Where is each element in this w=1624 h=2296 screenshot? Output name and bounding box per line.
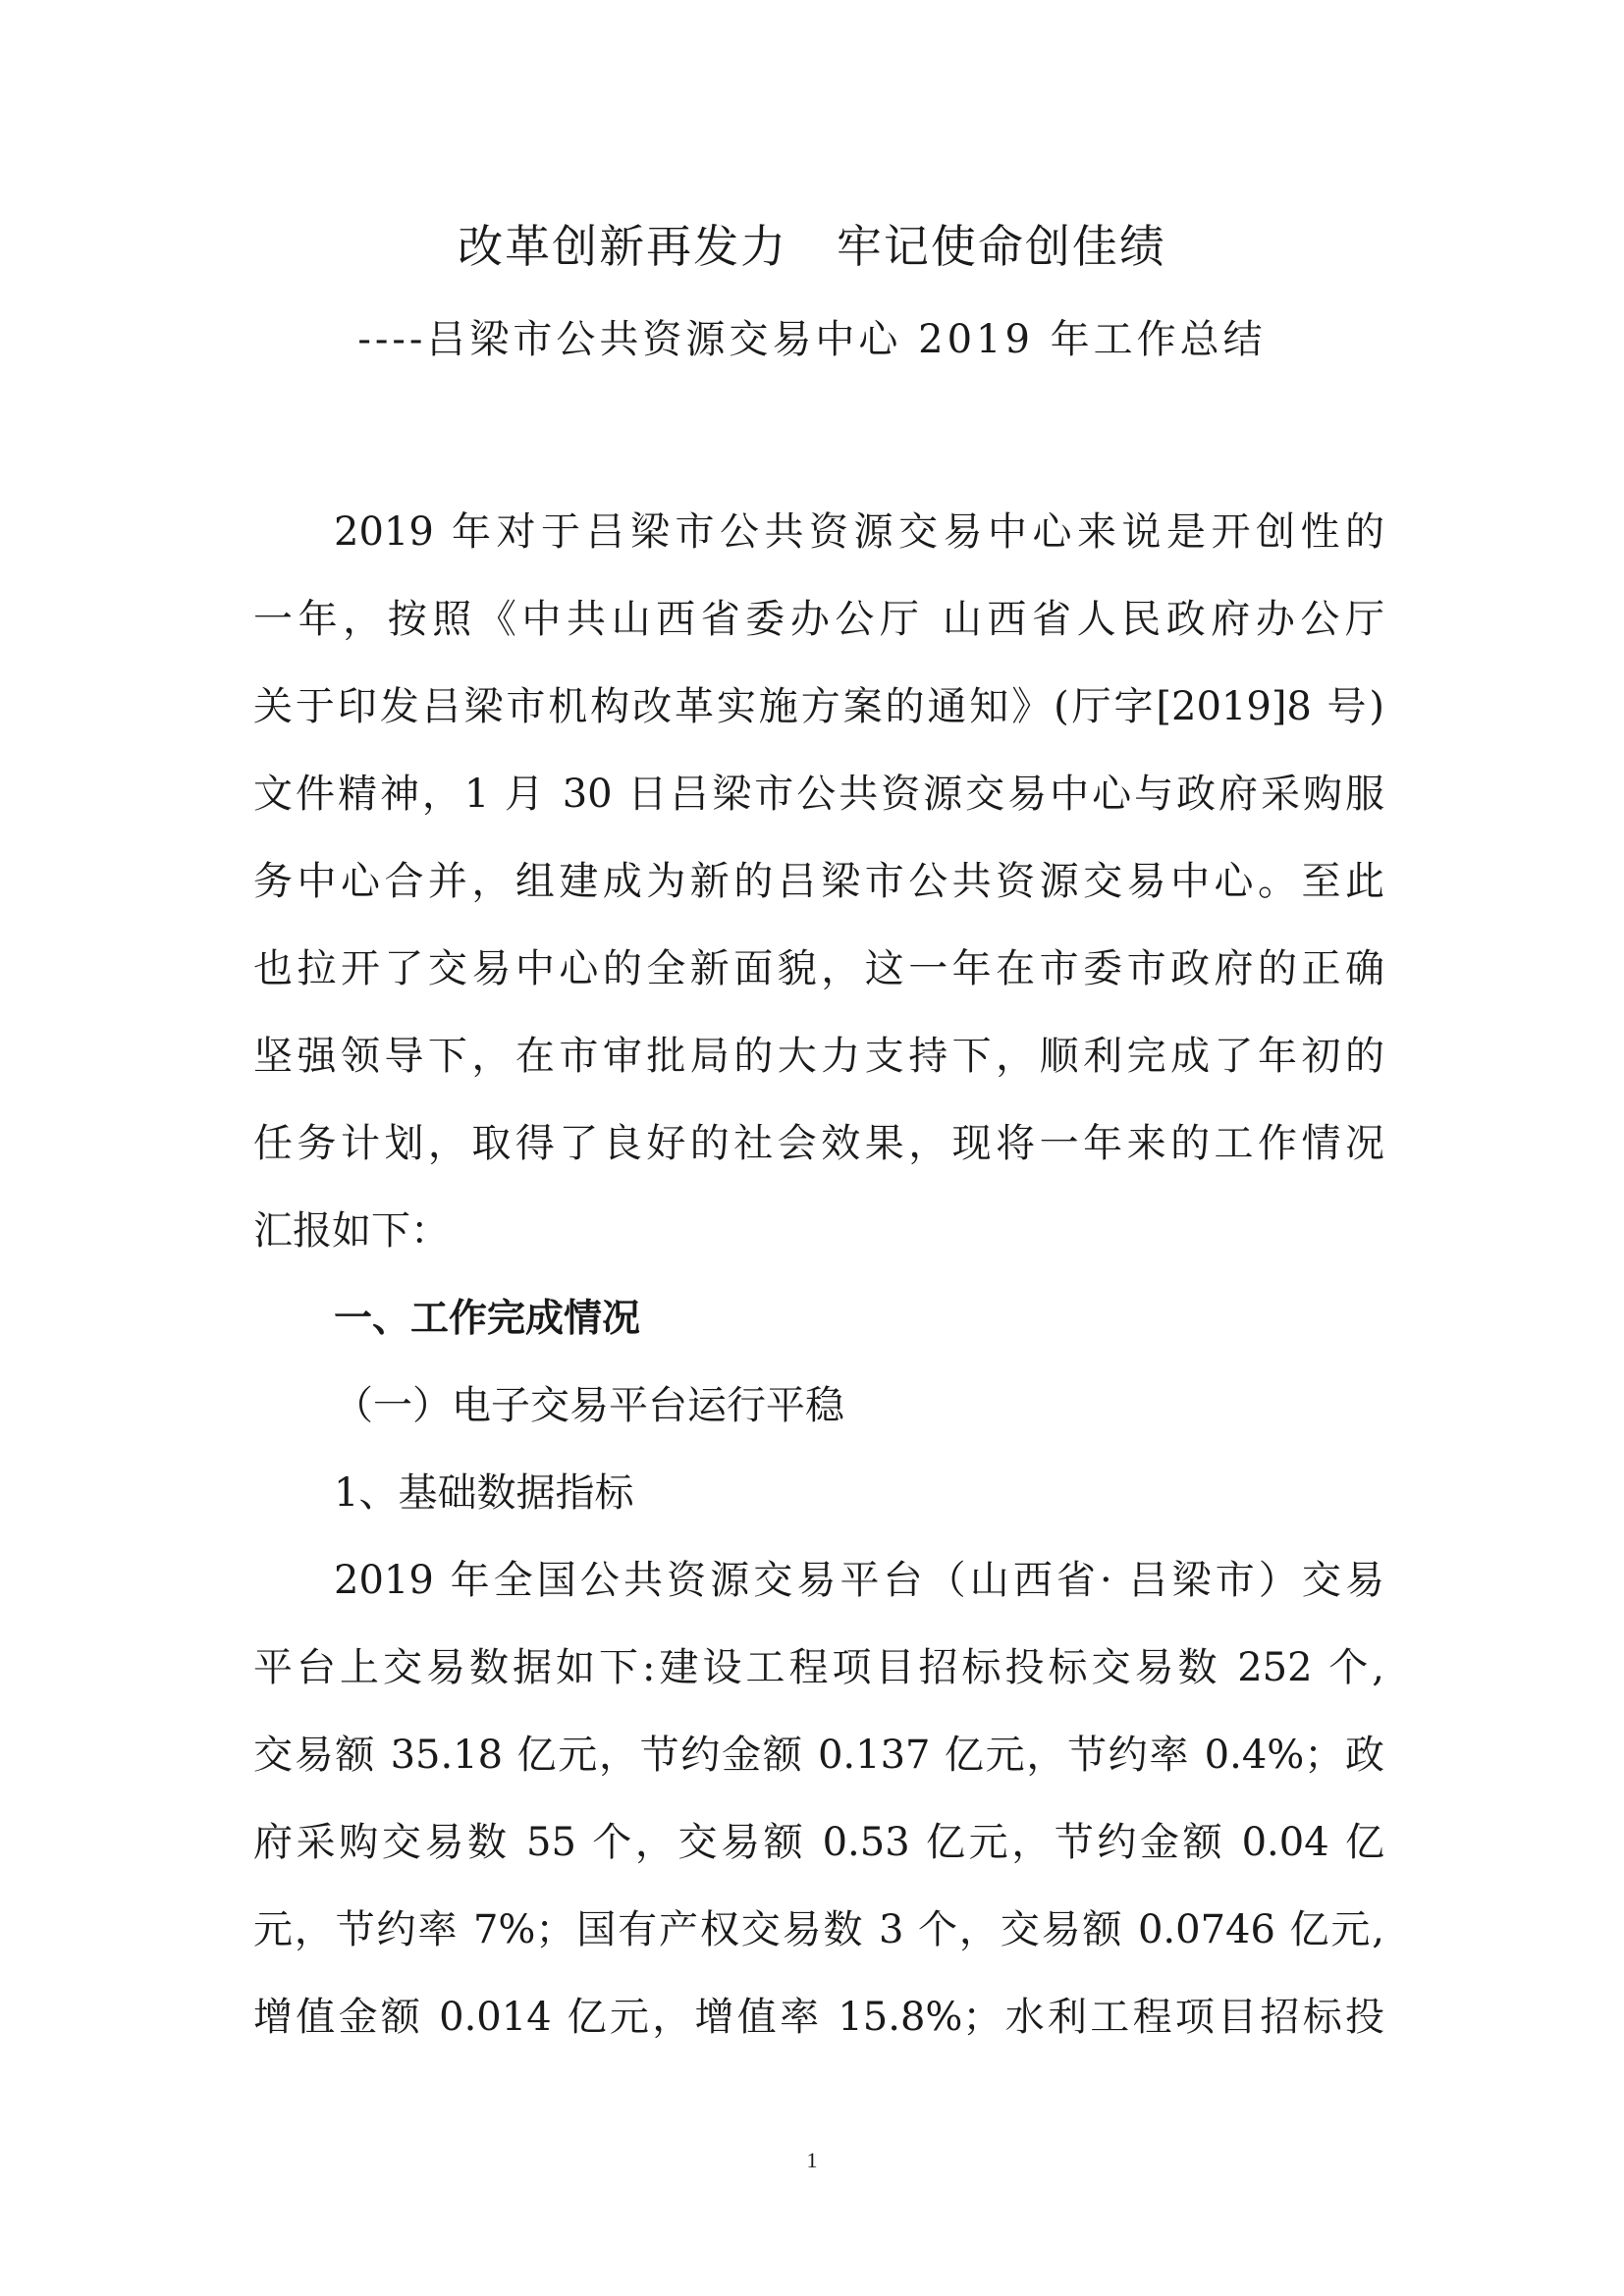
data-line: 平台上交易数据如下:建设工程项目招标投标交易数 252 个, (253, 1645, 1384, 1690)
data-line: 交易额 35.18 亿元，节约金额 0.137 亿元，节约率 0.4%；政 (253, 1733, 1384, 1778)
data-line: 2019 年全国公共资源交易平台（山西省· 吕梁市）交易 (334, 1558, 1384, 1603)
intro-line: 务中心合并，组建成为新的吕梁市公共资源交易中心。至此 (253, 859, 1384, 904)
data-line: 府采购交易数 55 个，交易额 0.53 亿元，节约金额 0.04 亿 (253, 1820, 1384, 1865)
document-body (253, 489, 1384, 2061)
intro-line: 2019 年对于吕梁市公共资源交易中心来说是开创性的 (334, 509, 1384, 555)
intro-line: 关于印发吕梁市机构改革实施方案的通知》(厅字[2019]8 号) (253, 684, 1384, 729)
intro-line: 一年，按照《中共山西省委办公厅 山西省人民政府办公厅 (253, 597, 1384, 642)
page-number: 1 (806, 2148, 818, 2172)
data-line: 元，节约率 7%；国有产权交易数 3 个，交易额 0.0746 亿元, (253, 1907, 1384, 1952)
item-heading: 1、基础数据指标 (334, 1470, 634, 1516)
document-title: 改革创新再发力 牢记使命创佳绩 (458, 220, 1166, 273)
section-heading: 一、工作完成情况 (334, 1297, 641, 1341)
document-subtitle: ----吕梁市公共资源交易中心 2019 年工作总结 (357, 317, 1267, 362)
intro-line: 汇报如下： (253, 1208, 450, 1254)
subsection-heading: （一）电子交易平台运行平稳 (334, 1383, 844, 1428)
intro-line: 文件精神，1 月 30 日吕梁市公共资源交易中心与政府采购服 (253, 772, 1384, 817)
intro-line: 任务计划，取得了良好的社会效果，现将一年来的工作情况 (253, 1121, 1384, 1166)
data-line: 增值金额 0.014 亿元，增值率 15.8%；水利工程项目招标投 (253, 1995, 1384, 2040)
intro-line: 坚强领导下，在市审批局的大力支持下，顺利完成了年初的 (253, 1034, 1384, 1079)
intro-line: 也拉开了交易中心的全新面貌，这一年在市委市政府的正确 (253, 946, 1384, 991)
